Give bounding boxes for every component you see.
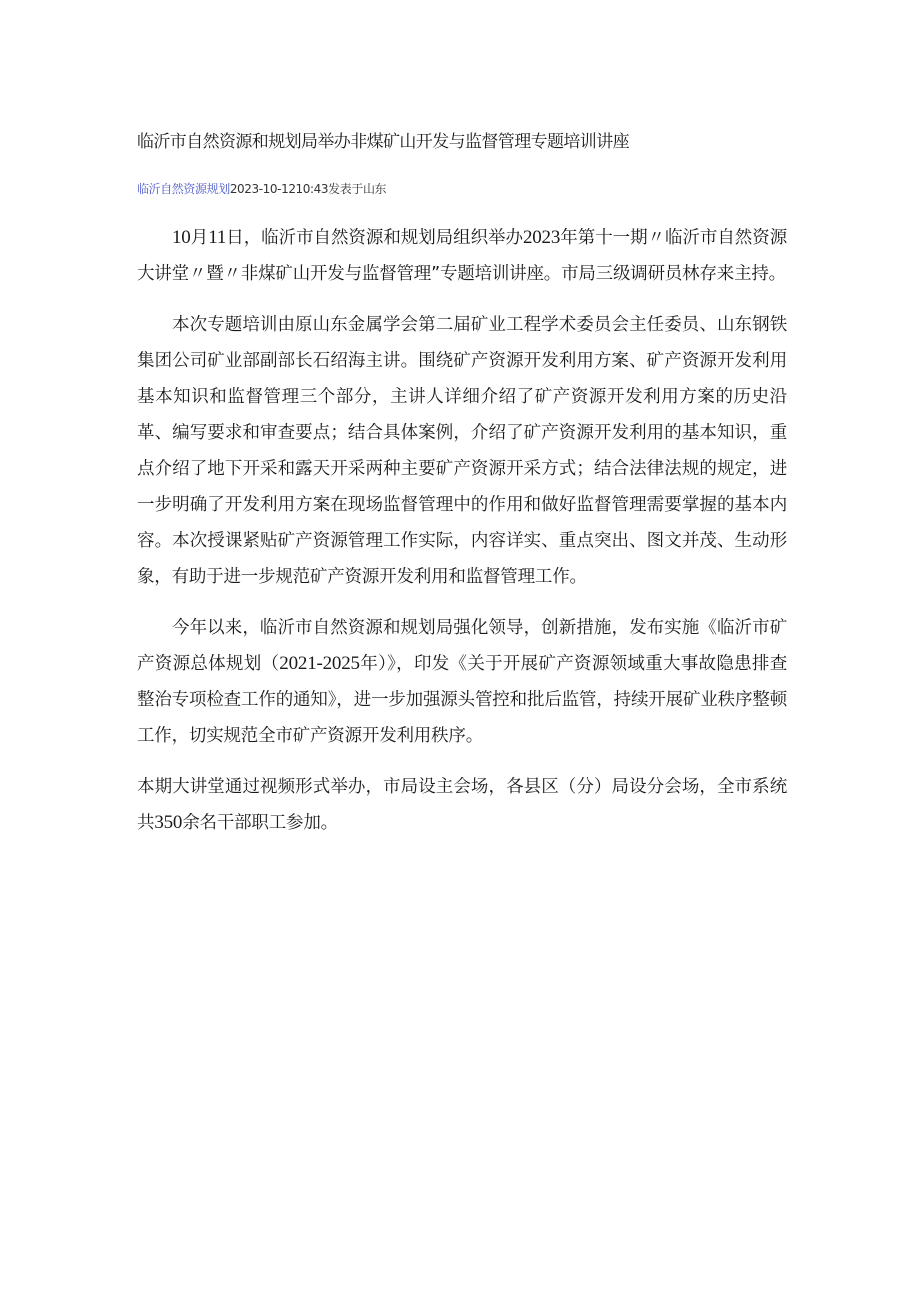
article-body: [137, 220, 787, 841]
paragraph-2: 本次专题培训由原山东金属学会第二届矿业工程学术委员会主任委员、山东钢铁集团公司矿业部副部长石绍海主讲。围绕矿产资源开发利用方案、矿产资源开发利用基本知识和监督管理三个部分，主讲人详细介绍了矿产资源开发利用方案的历史沿革、编写要求和审查要点；结合具体案例，介绍了矿产资源开发利用的基本知识，重点介绍了地下开采和露天开采两种主要矿产资源开采方式；结合法律法规的规定，进一步明确了开发利用方案在现场监督管理中的作用和做好监督管理需要掌握的基本内容。本次授课紧贴矿产资源管理工作实际，内容详实、重点突出、图文并茂、生动形象，有助于进一步规范矿产资源开发利用和监督管理工作。: [137, 315, 787, 587]
publish-location: 发表于山东: [328, 182, 387, 196]
date-month: 10: [172, 227, 191, 248]
paragraph-1: [137, 220, 787, 292]
paragraph-3: [137, 610, 787, 754]
paragraph-3-pre: 今年以来，临沂市自然资源和规划局强化领导，创新措施，发布实施《临沂市矿产资源总体规划（: [137, 618, 787, 674]
date-month-label: 月: [190, 228, 209, 248]
paragraph-4-pre: 本期大讲堂通过视频形式举办，市局设主会场，各县区（分）局设分会场，全市系统共: [137, 777, 787, 833]
date-day: 11: [208, 227, 227, 248]
article: [137, 128, 787, 856]
event-year: 2023: [522, 227, 561, 248]
paragraph-1-rest: 年第十一期〃临沂市自然资源大讲堂〃暨〃非煤矿山开发与监督管理”专题培训讲座。市局三级调研员林存来主持。: [137, 228, 787, 284]
article-meta: [137, 180, 787, 198]
paragraph-3-post: 年）》，印发《关于开展矿产资源领域重大事故隐患排查整治专项检查工作的通知》，进一步加强源头管控和批后监管，持续开展矿业秩序整顿工作，切实规范全市矿产资源开发利用秩序。: [137, 654, 787, 746]
publish-datetime: 2023-10-1210:43: [229, 182, 329, 196]
attendee-count: 350: [154, 812, 183, 833]
plan-years: 2021-2025: [279, 653, 360, 674]
article-title: 临沂市自然资源和规划局举办非煤矿山开发与监督管理专题培训讲座: [137, 132, 629, 152]
paragraph-4: [137, 769, 787, 841]
paragraph-4-post: 余名干部职工参加。: [182, 813, 338, 833]
source-link[interactable]: 临沂自然资源规划: [137, 182, 230, 196]
paragraph-1-lead: 日，临沂市自然资源和规划局组织举办: [226, 228, 523, 248]
